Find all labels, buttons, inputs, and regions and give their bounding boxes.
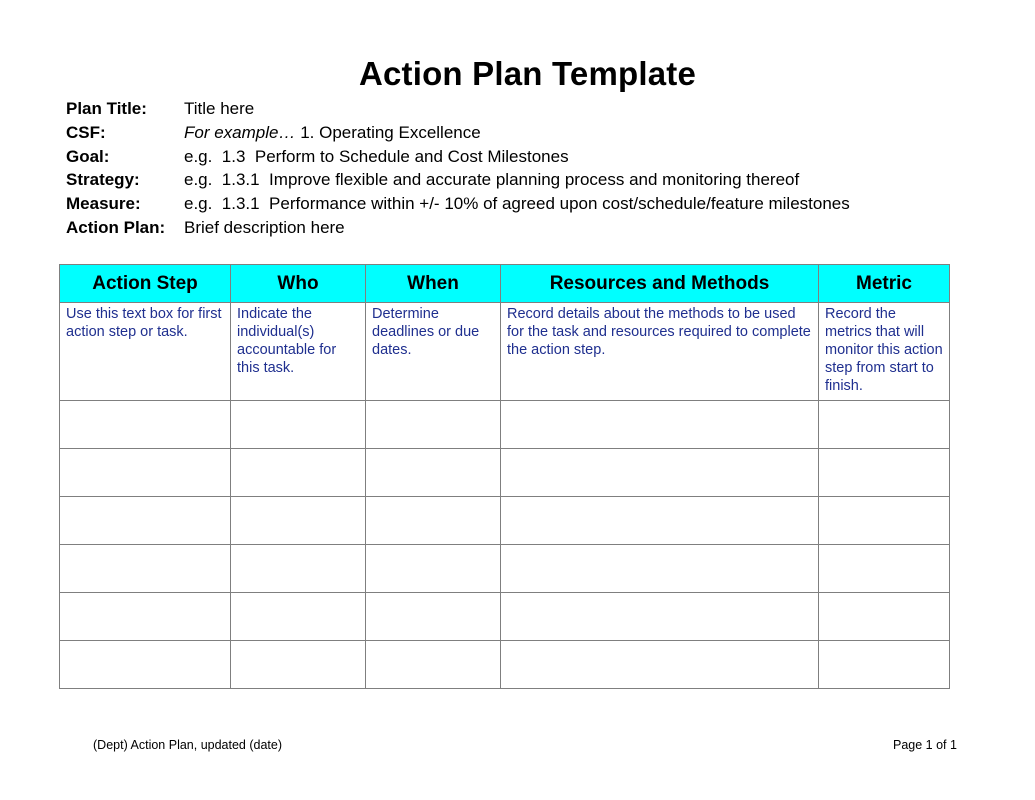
plan-title-value: Title here — [184, 99, 255, 118]
document-title: Action Plan Template — [358, 55, 697, 92]
strategy-value: e.g. 1.3.1 Improve flexible and accurate planning process and monitoring thereof — [184, 170, 800, 190]
action-plan-label: Action Plan: — [66, 217, 166, 237]
table-cell[interactable] — [501, 545, 819, 593]
table-cell[interactable] — [819, 593, 950, 641]
guide-cell-resources[interactable] — [501, 303, 819, 401]
table-row — [60, 545, 950, 593]
table-cell[interactable] — [501, 641, 819, 689]
table-cell[interactable] — [231, 593, 366, 641]
table-cell[interactable] — [819, 449, 950, 497]
guide-text-metric: Record the metrics that will monitor this action step from start to finish. — [825, 306, 943, 394]
table-row — [60, 497, 950, 545]
table-cell[interactable] — [366, 497, 501, 545]
table-cell[interactable] — [231, 401, 366, 449]
plan-details — [66, 97, 850, 240]
footer-page-number: Page 1 of 1 — [893, 738, 957, 752]
table-header-row — [60, 265, 950, 303]
table-cell[interactable] — [60, 449, 231, 497]
csf-example-text: For example… — [184, 122, 296, 142]
guide-text-who: Indicate the individual(s) accountable for this task. — [237, 306, 337, 376]
table-row — [60, 401, 950, 449]
table-cell[interactable] — [819, 401, 950, 449]
table-cell[interactable] — [60, 497, 231, 545]
header-when: When — [366, 265, 501, 303]
csf-value-wrap — [184, 121, 481, 145]
guide-row — [60, 303, 950, 401]
table-cell[interactable] — [819, 497, 950, 545]
action-plan-value: Brief description here — [184, 217, 345, 237]
guide-text-resources: Record details about the methods to be used for the task and resources required to complete the action step. — [507, 306, 811, 358]
header-metric: Metric — [819, 265, 950, 303]
table-cell[interactable] — [231, 641, 366, 689]
action-plan-table — [59, 264, 950, 689]
table-cell[interactable] — [819, 545, 950, 593]
footer-dept-note: (Dept) Action Plan, updated (date) — [93, 738, 283, 752]
table-cell[interactable] — [501, 593, 819, 641]
table-row — [60, 449, 950, 497]
table-cell[interactable] — [819, 641, 950, 689]
table-row — [60, 641, 950, 689]
action-plan-row — [66, 216, 850, 240]
header-who: Who — [231, 265, 366, 303]
guide-cell-action-step[interactable] — [60, 303, 231, 401]
measure-label: Measure: — [66, 194, 141, 214]
table-cell[interactable] — [501, 449, 819, 497]
plan-title-label: Plan Title: — [66, 99, 147, 118]
csf-row — [66, 121, 850, 145]
header-resources-and-methods: Resources and Methods — [501, 265, 819, 303]
table-cell[interactable] — [366, 449, 501, 497]
table-cell[interactable] — [231, 449, 366, 497]
table-cell[interactable] — [366, 593, 501, 641]
csf-value: 1. Operating Excellence — [295, 122, 481, 142]
measure-value: e.g. 1.3.1 Performance within +/- 10% of agreed upon cost/schedule/feature milestones — [184, 194, 850, 214]
strategy-label: Strategy: — [66, 170, 140, 190]
table-cell[interactable] — [60, 641, 231, 689]
header-action-step: Action Step — [60, 265, 231, 303]
goal-label: Goal: — [66, 146, 110, 166]
csf-label: CSF: — [66, 122, 106, 142]
plan-title-row — [66, 97, 850, 121]
table-cell[interactable] — [501, 401, 819, 449]
table-cell[interactable] — [60, 545, 231, 593]
goal-value: e.g. 1.3 Perform to Schedule and Cost Milestones — [184, 146, 569, 166]
strategy-row — [66, 168, 850, 192]
guide-cell-when[interactable] — [366, 303, 501, 401]
table-cell[interactable] — [501, 497, 819, 545]
table-cell[interactable] — [231, 545, 366, 593]
table-cell[interactable] — [366, 401, 501, 449]
guide-text-when: Determine deadlines or due dates. — [372, 306, 480, 358]
table-cell[interactable] — [60, 401, 231, 449]
table-cell[interactable] — [366, 641, 501, 689]
guide-text-action-step: Use this text box for first action step or task. — [66, 306, 222, 340]
table-cell[interactable] — [60, 593, 231, 641]
goal-row — [66, 145, 850, 169]
measure-row — [66, 192, 850, 216]
table-cell[interactable] — [231, 497, 366, 545]
guide-cell-who[interactable] — [231, 303, 366, 401]
guide-cell-metric[interactable] — [819, 303, 950, 401]
table-cell[interactable] — [366, 545, 501, 593]
table-row — [60, 593, 950, 641]
